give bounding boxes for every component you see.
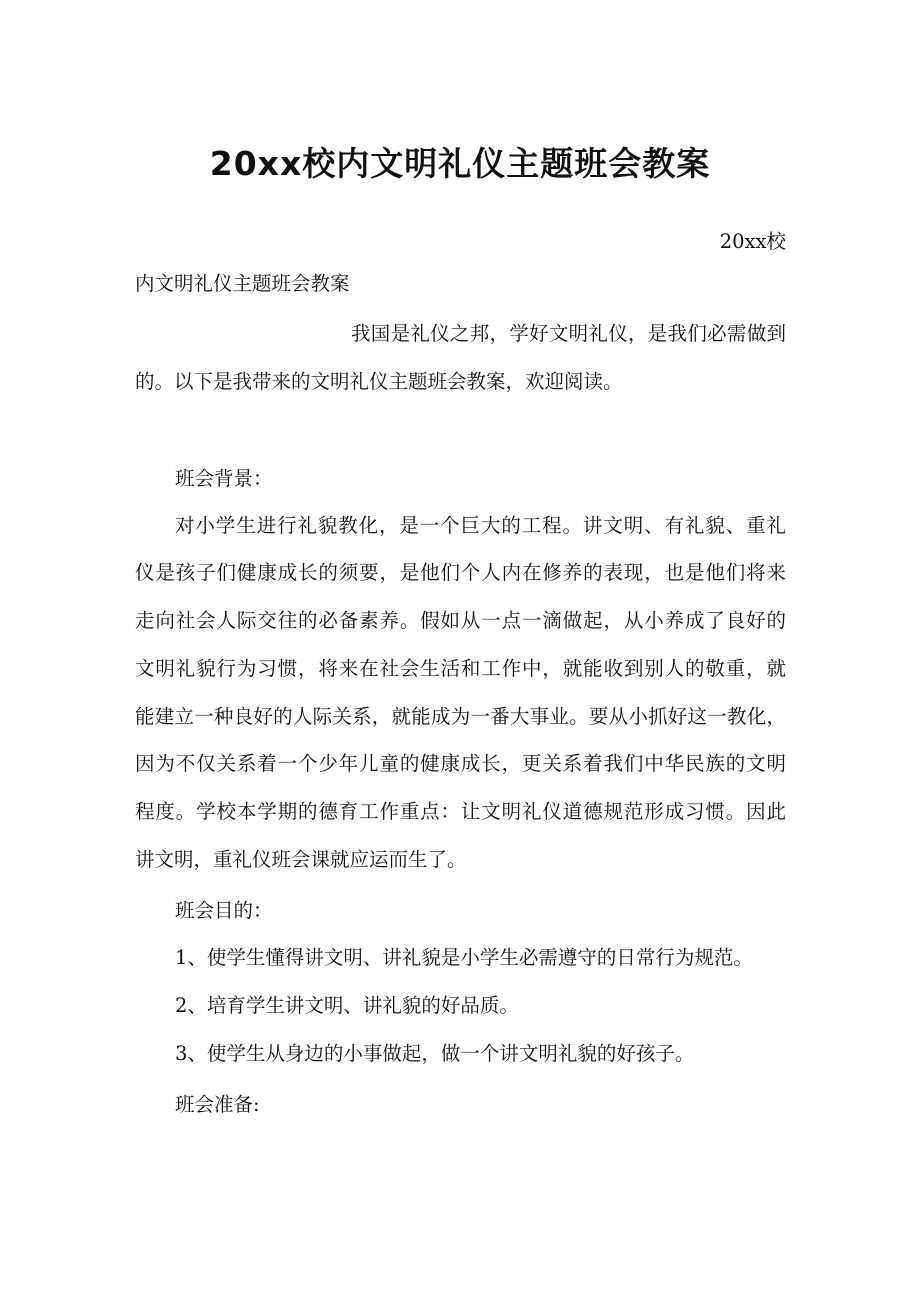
preparation-heading: 班会准备: (175, 1093, 260, 1116)
intro-line: 我国是礼仪之邦，学好文明礼仪，是我们必需做到 (351, 322, 786, 345)
background-line: 讲文明，重礼仪班会课就应运而生了。 (135, 848, 467, 871)
background-heading: 班会背景： (175, 467, 273, 490)
intro-line: 的。以下是我带来的文明礼仪主题班会教案，欢迎阅读。 (135, 370, 623, 393)
subtitle-left: 内文明礼仪主题班会教案 (135, 272, 350, 295)
background-line: 走向社会人际交往的必备素养。假如从一点一滴做起，从小养成了良好的 (135, 609, 786, 632)
goals-heading: 班会目的： (175, 899, 273, 922)
subtitle-right: 20xx校 (719, 230, 786, 253)
background-line: 对小学生进行礼貌教化，是一个巨大的工程。讲文明、有礼貌、重礼 (175, 514, 786, 537)
background-line: 因为不仅关系着一个少年儿童的健康成长，更关系着我们中华民族的文明 (135, 752, 786, 775)
background-line: 能建立一种良好的人际关系，就能成为一番大事业。要从小抓好这一教化， (135, 705, 786, 728)
goal-item: 3、使学生从身边的小事做起，做一个讲文明礼貌的好孩子。 (175, 1042, 695, 1065)
background-line: 程度。学校本学期的德育工作重点：让文明礼仪道德规范形成习惯。因此 (135, 800, 786, 823)
background-line: 仪是孩子们健康成长的须要，是他们个人内在修养的表现，也是他们将来 (135, 561, 786, 584)
goal-item: 2、培育学生讲文明、讲礼貌的好品质。 (175, 994, 519, 1017)
background-line: 文明礼貌行为习惯，将来在社会生活和工作中，就能收到别人的敬重，就 (135, 657, 786, 680)
goal-item: 1、使学生懂得讲文明、讲礼貌是小学生必需遵守的日常行为规范。 (175, 946, 753, 969)
document-title: 20xx校内文明礼仪主题班会教案 (209, 144, 711, 183)
